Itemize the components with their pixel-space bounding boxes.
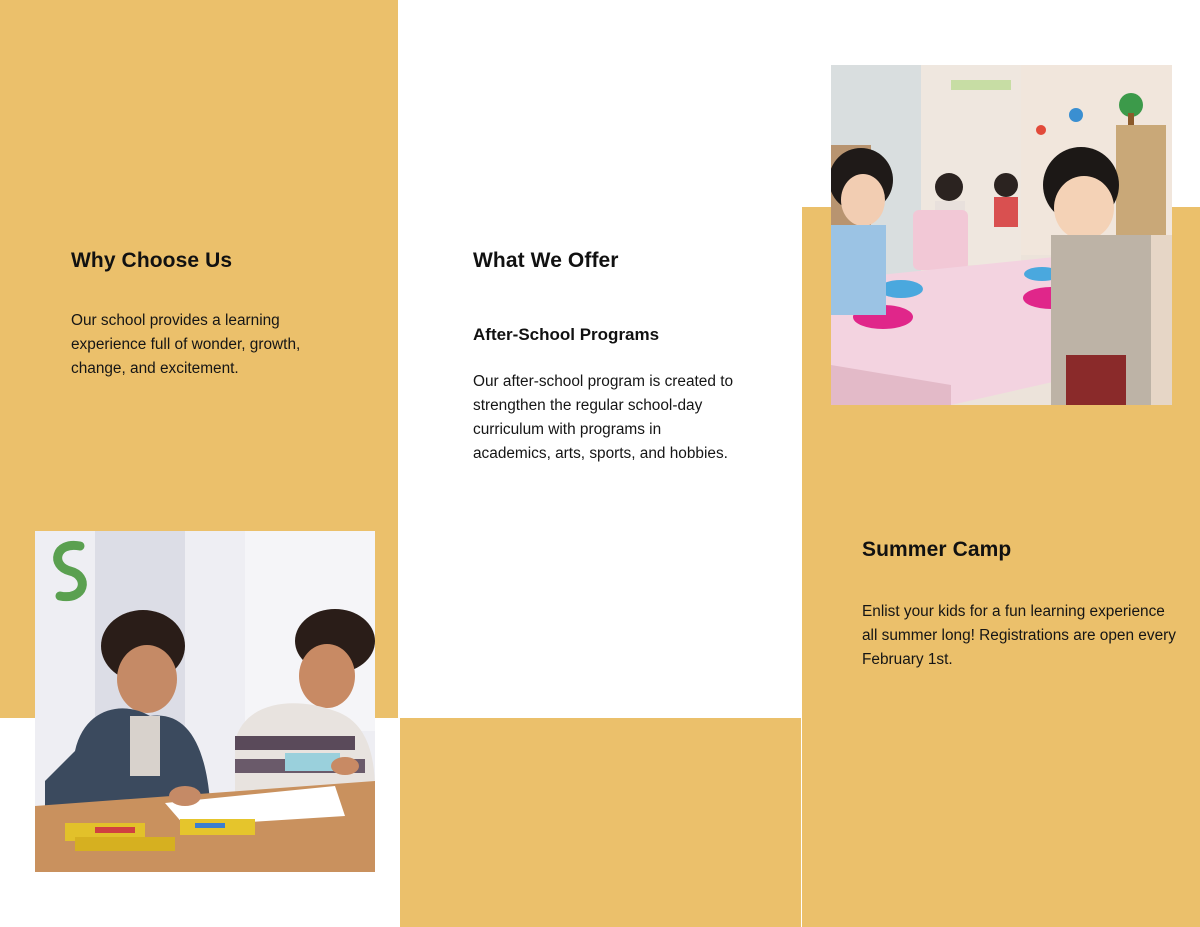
after-school-programs-subheading: After-School Programs xyxy=(473,325,660,344)
girls-drawing-photo xyxy=(35,531,375,872)
summer-camp-body: Enlist your kids for a fun learning experience all summer long! Registrations are open every February 1st. xyxy=(862,603,1176,668)
why-choose-us-body: Our school provides a learning experience full of wonder, growth, change, and excitement. xyxy=(71,312,301,377)
why-choose-us-heading: Why Choose Us xyxy=(71,249,233,272)
what-we-offer-heading: What We Offer xyxy=(473,249,619,272)
after-school-programs-body: Our after-school program is created to strengthen the regular school-day curriculum with programs in academics, arts, sports, and hobbies. xyxy=(473,373,734,462)
classroom-lunch-photo xyxy=(831,65,1172,405)
summer-camp-heading: Summer Camp xyxy=(862,538,1012,561)
middle-bottom-accent-panel xyxy=(400,718,801,927)
